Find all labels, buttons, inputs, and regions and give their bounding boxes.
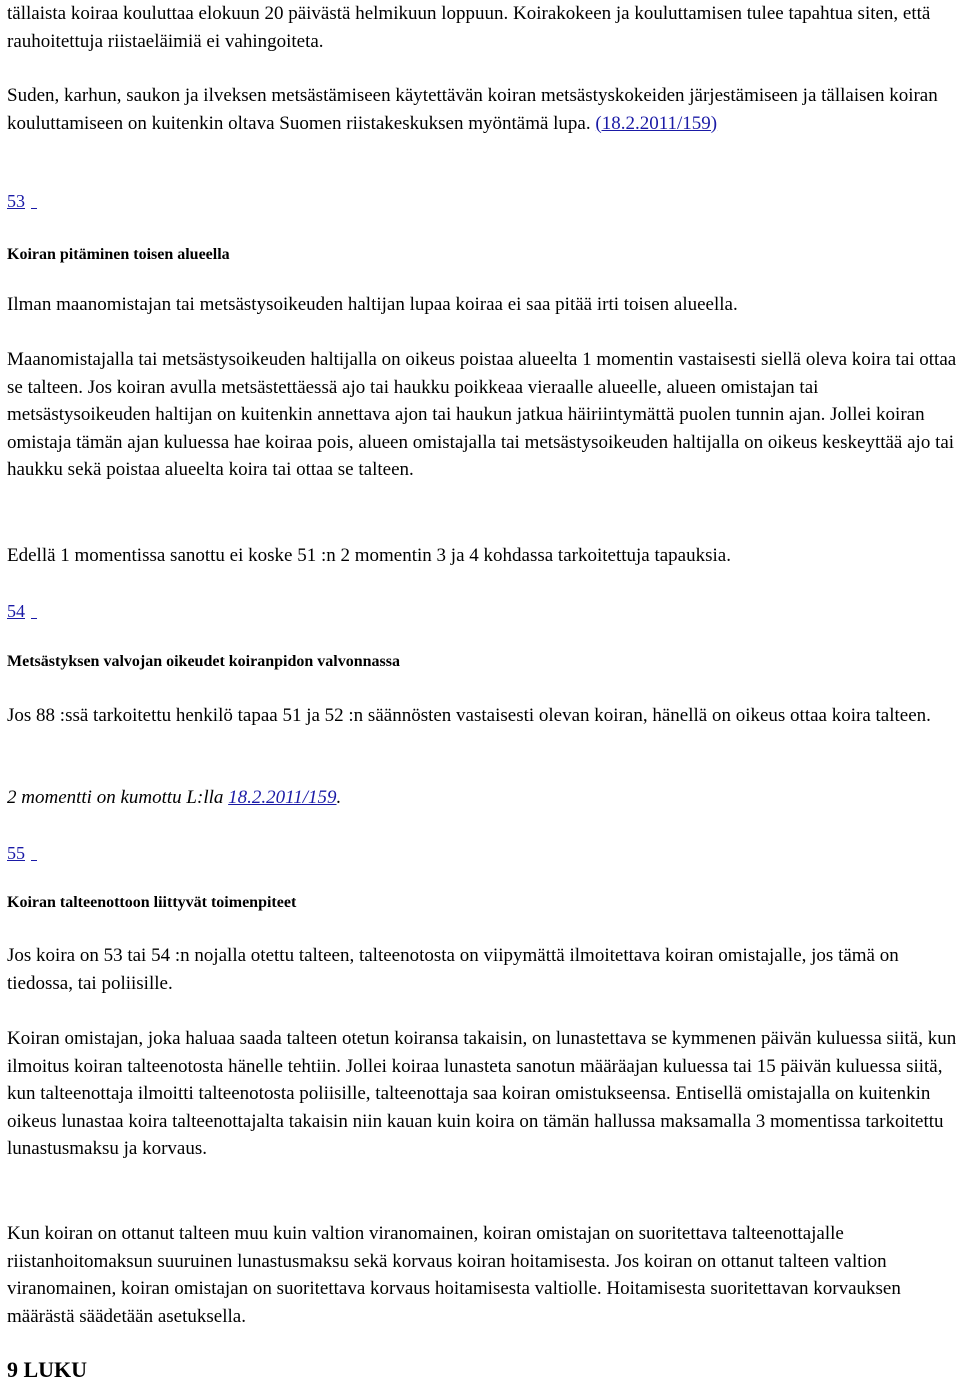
section-number[interactable]: [7, 600, 957, 622]
paragraph: Koiran omistajan, joka haluaa saada talteen otetun koiransa takaisin, on lunastettava se kymmenen päivän kuluessa siitä, kun ilmoitus koiran talteenotosta hänelle tehtiin. Jollei koiraa lunasteta sanotun määräajan kuluessa tai 15 päivän kuluessa siitä, kun talteenottaja ilmoitti talteenotosta poliisille, talteenottaja saa koiran omistukseensa. Entisellä omistajalla on kuitenkin oikeus lunastaa koira talteenottajalta takaisin niin kauan kuin koira on tämän hallussa maksamalla 3 momentissa tarkoitettu lunastusmaksu ja korvaus.: [7, 1028, 957, 1159]
paragraph: Ilman maanomistajan tai metsästysoikeuden haltijan lupaa koiraa ei saa pitää irti toisen alueella.: [7, 294, 738, 315]
amendment-link[interactable]: (18.2.2011/159): [595, 112, 718, 134]
paragraph-text: Suden, karhun, saukon ja ilveksen metsästämiseen käytettävän koiran metsästyskokeiden järjestämiseen ja tällaisen koiran kouluttamiseen on kuitenkin oltava Suomen riistakeskuksen myöntämä lupa.: [7, 85, 938, 134]
paragraph: [7, 82, 957, 137]
section-symbol-icon: [31, 604, 37, 619]
section-title: Metsästyksen valvojan oikeudet koiranpidon valvonnassa: [7, 653, 400, 670]
section-number[interactable]: [7, 190, 957, 212]
paragraph: tällaista koiraa kouluttaa elokuun 20 päivästä helmikuun loppuun. Koirakokeen ja kouluttamisen tulee tapahtua siten, että rauhoitettuja riistaeläimiä ei vahingoiteta.: [7, 3, 931, 52]
paragraph: Edellä 1 momentissa sanottu ei koske 51 :n 2 momentin 3 ja 4 kohdassa tarkoitettuja tapauksia.: [7, 545, 731, 566]
section-title: Koiran pitäminen toisen alueella: [7, 246, 230, 263]
section-number-link[interactable]: 54: [7, 601, 25, 621]
chapter-heading: 9 LUKU: [7, 1357, 88, 1382]
section-symbol-icon: [31, 194, 37, 209]
paragraph: Kun koiran on ottanut talteen muu kuin valtion viranomainen, koiran omistajan on suoritettava talteenottajalle riistanhoitomaksun suuruinen lunastusmaksu sekä korvaus koiran hoitamisesta. Jos koiran on ottanut talteen valtion viranomainen, koiran omistajan on suoritettava korvaus hoitamisesta valtiolle. Hoitamisesta suoritettavan korvauksen määrästä säädetään asetuksella.: [7, 1223, 901, 1327]
repeal-note: [7, 784, 957, 812]
section-title: Koiran talteenottoon liittyvät toimenpiteet: [7, 894, 297, 911]
repeal-note-text: 2 momentti on kumottu L:lla: [7, 787, 229, 808]
repeal-note-suffix: .: [336, 787, 342, 808]
section-number-link[interactable]: 55: [7, 843, 25, 863]
section-symbol-icon: [31, 846, 37, 861]
paragraph: Jos koira on 53 tai 54 :n nojalla otettu talteen, talteenotosta on viipymättä ilmoitettava koiran omistajalle, jos tämä on tiedossa, tai poliisille.: [7, 945, 899, 994]
paragraph: Maanomistajalla tai metsästysoikeuden haltijalla on oikeus poistaa alueelta 1 momentin vastaisesti siellä oleva koira tai ottaa se talteen. Jos koiran avulla metsästettäessä ajo tai haukku poikkeaa vieraalle alueelle, alueen omistajan tai metsästysoikeuden haltijan on kuitenkin annettava ajon tai haukun jatkua häiriintymättä puolen tunnin ajan. Jollei koiran omistaja tämän ajan kuluessa hae koiraa pois, alueen omistajalla tai metsästysoikeuden haltijalla on oikeus keskeyttää ajo tai haukku sekä poistaa alueelta koira tai ottaa se talteen.: [7, 349, 957, 480]
section-number[interactable]: [7, 842, 957, 864]
section-number-link[interactable]: 53: [7, 191, 25, 211]
paragraph: Jos 88 :ssä tarkoitettu henkilö tapaa 51 ja 52 :n säännösten vastaisesti olevan koiran, hänellä on oikeus ottaa koira talteen.: [7, 705, 931, 726]
repeal-link[interactable]: 18.2.2011/159: [228, 787, 337, 808]
